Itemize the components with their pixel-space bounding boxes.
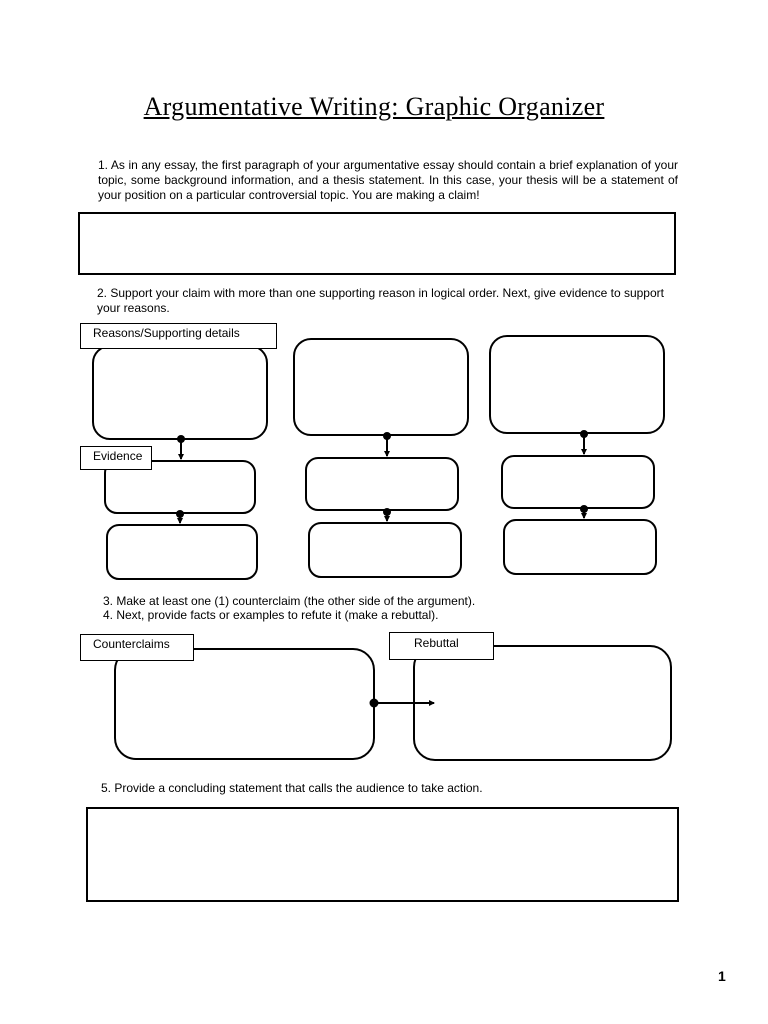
instruction-step-2: 2. Support your claim with more than one supporting reason in logical order. Next, give evidence to support your reasons. [97, 286, 664, 315]
instruction-step-4: 4. Next, provide facts or examples to refute it (make a rebuttal). [103, 608, 439, 622]
connector-reason-2-evidence [383, 432, 391, 456]
page-title: Argumentative Writing: Graphic Organizer [143, 92, 605, 121]
connector-evidence-1 [176, 510, 184, 523]
counterclaims-label: Counterclaims [80, 634, 194, 661]
connector-evidence-2 [383, 508, 391, 521]
connector-evidence-3 [580, 505, 588, 518]
reasons-label: Reasons/Supporting details [80, 323, 277, 349]
instruction-step-1: 1. As in any essay, the first paragraph of your argumentative essay should contain a brief explanation of your topic, some background information, and a thesis statement. In this case, your thesis will be a statement of your position on a particular controversial topic. You are making a claim! [98, 158, 678, 202]
page-number: 1 [718, 968, 726, 984]
evidence-label: Evidence [80, 446, 152, 470]
connector-reason-1-evidence [177, 435, 185, 459]
instruction-step-5: 5. Provide a concluding statement that calls the audience to take action. [101, 781, 483, 795]
connector-reason-3-evidence [580, 430, 588, 454]
connector-counterclaim-rebuttal [370, 699, 435, 708]
instruction-step-3: 3. Make at least one (1) counterclaim (the other side of the argument). [103, 594, 476, 608]
rebuttal-label: Rebuttal [389, 632, 494, 660]
